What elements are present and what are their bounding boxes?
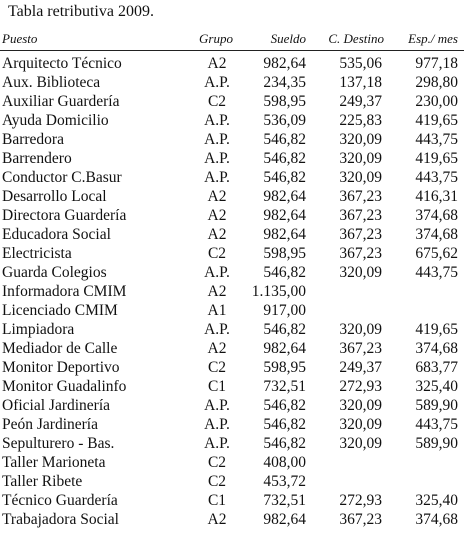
cell-grupo: A.P. — [204, 416, 230, 433]
cell-grupo: A1 — [207, 302, 227, 319]
table-row — [0, 149, 464, 168]
cell-esp: 977,18 — [415, 55, 458, 72]
cell-sueldo: 982,64 — [263, 188, 306, 205]
cell-destino: 320,09 — [339, 435, 382, 452]
cell-grupo: C2 — [207, 245, 227, 262]
cell-sueldo: 982,64 — [263, 340, 306, 357]
cell-grupo: A.P. — [204, 112, 230, 129]
cell-destino: 320,09 — [339, 416, 382, 433]
table-caption: Tabla retributiva 2009. — [8, 3, 154, 20]
cell-puesto: Barredora — [2, 131, 64, 148]
cell-puesto: Taller Ribete — [2, 473, 83, 490]
table-row — [0, 73, 464, 92]
table-row — [0, 339, 464, 358]
table-row — [0, 434, 464, 453]
cell-puesto: Peón Jardinería — [2, 416, 98, 433]
table-row — [0, 168, 464, 187]
cell-sueldo: 732,51 — [263, 378, 306, 395]
cell-puesto: Licenciado CMIM — [2, 302, 118, 319]
cell-sueldo: 234,35 — [263, 74, 306, 91]
table-row — [0, 358, 464, 377]
cell-destino: 367,23 — [339, 511, 382, 528]
cell-grupo: A.P. — [204, 435, 230, 452]
cell-destino: 272,93 — [339, 492, 382, 509]
cell-esp: 419,65 — [415, 112, 458, 129]
cell-esp: 443,75 — [415, 416, 458, 433]
cell-destino: 367,23 — [339, 207, 382, 224]
cell-esp: 683,77 — [415, 359, 458, 376]
cell-destino: 225,83 — [339, 112, 382, 129]
table-row — [0, 130, 464, 149]
cell-destino: 320,09 — [339, 150, 382, 167]
cell-destino: 137,18 — [339, 74, 382, 91]
cell-esp: 589,90 — [415, 435, 458, 452]
cell-grupo: A2 — [207, 511, 227, 528]
cell-puesto: Auxiliar Guardería — [2, 93, 120, 110]
cell-grupo: A.P. — [204, 74, 230, 91]
cell-esp: 374,68 — [415, 207, 458, 224]
table-row — [0, 263, 464, 282]
cell-sueldo: 536,09 — [263, 112, 306, 129]
cell-esp: 416,31 — [415, 188, 458, 205]
cell-sueldo: 982,64 — [263, 226, 306, 243]
table-header-row — [0, 28, 464, 51]
table-row — [0, 301, 464, 320]
cell-puesto: Mediador de Calle — [2, 340, 118, 357]
cell-destino: 272,93 — [339, 378, 382, 395]
cell-puesto: Ayuda Domicilio — [2, 112, 109, 129]
table-row — [0, 187, 464, 206]
cell-puesto: Monitor Guadalinfo — [2, 378, 127, 395]
cell-sueldo: 546,82 — [263, 131, 306, 148]
cell-grupo: A2 — [207, 340, 227, 357]
table-row — [0, 453, 464, 472]
cell-destino: 320,09 — [339, 321, 382, 338]
cell-destino: 249,37 — [339, 359, 382, 376]
cell-sueldo: 546,82 — [263, 169, 306, 186]
header-esp: Esp./ mes — [408, 31, 458, 46]
cell-sueldo: 546,82 — [263, 397, 306, 414]
cell-grupo: A.P. — [204, 169, 230, 186]
cell-puesto: Directora Guardería — [2, 207, 127, 224]
cell-destino: 367,23 — [339, 245, 382, 262]
header-sueldo: Sueldo — [270, 31, 306, 46]
cell-grupo: C1 — [207, 492, 227, 509]
cell-esp: 374,68 — [415, 511, 458, 528]
cell-puesto: Informadora CMIM — [2, 283, 127, 300]
cell-esp: 325,40 — [415, 492, 458, 509]
table-row — [0, 415, 464, 434]
cell-grupo: A2 — [207, 226, 227, 243]
cell-esp: 443,75 — [415, 169, 458, 186]
table-row — [0, 111, 464, 130]
cell-puesto: Taller Marioneta — [2, 454, 106, 471]
cell-grupo: C2 — [207, 93, 227, 110]
cell-esp: 443,75 — [415, 264, 458, 281]
cell-sueldo: 598,95 — [263, 359, 306, 376]
cell-destino: 320,09 — [339, 397, 382, 414]
table-row — [0, 92, 464, 111]
cell-puesto: Arquitecto Técnico — [2, 55, 122, 72]
cell-sueldo: 546,82 — [263, 264, 306, 281]
cell-puesto: Limpiadora — [2, 321, 75, 338]
cell-puesto: Desarrollo Local — [2, 188, 107, 205]
cell-grupo: A.P. — [204, 131, 230, 148]
header-destino: C. Destino — [328, 31, 384, 46]
cell-puesto: Aux. Biblioteca — [2, 74, 101, 91]
cell-puesto: Trabajadora Social — [2, 511, 119, 528]
cell-grupo: A2 — [207, 188, 227, 205]
cell-puesto: Barrendero — [2, 150, 72, 167]
cell-destino: 249,37 — [339, 93, 382, 110]
cell-destino: 367,23 — [339, 340, 382, 357]
cell-grupo: A2 — [207, 55, 227, 72]
cell-esp: 325,40 — [415, 378, 458, 395]
cell-esp: 419,65 — [415, 150, 458, 167]
cell-esp: 589,90 — [415, 397, 458, 414]
cell-grupo: C2 — [207, 359, 227, 376]
cell-grupo: C2 — [207, 454, 227, 471]
header-puesto: Puesto — [2, 31, 38, 46]
cell-grupo: A2 — [207, 283, 227, 300]
cell-puesto: Educadora Social — [2, 226, 111, 243]
cell-sueldo: 598,95 — [263, 93, 306, 110]
cell-sueldo: 546,82 — [263, 416, 306, 433]
cell-sueldo: 408,00 — [263, 454, 306, 471]
cell-puesto: Electricista — [2, 245, 72, 262]
cell-grupo: C2 — [207, 473, 227, 490]
cell-puesto: Conductor C.Basur — [2, 169, 122, 186]
cell-destino: 535,06 — [339, 55, 382, 72]
cell-destino: 367,23 — [339, 188, 382, 205]
cell-grupo: A.P. — [204, 397, 230, 414]
cell-esp: 230,00 — [415, 93, 458, 110]
cell-sueldo: 546,82 — [263, 321, 306, 338]
table-row — [0, 282, 464, 301]
table-row — [0, 244, 464, 263]
table-row — [0, 491, 464, 510]
table-row — [0, 510, 464, 529]
cell-esp: 419,65 — [415, 321, 458, 338]
cell-esp: 443,75 — [415, 131, 458, 148]
cell-puesto: Monitor Deportivo — [2, 359, 120, 376]
cell-puesto: Oficial Jardinería — [2, 397, 111, 414]
cell-esp: 298,80 — [415, 74, 458, 91]
cell-sueldo: 982,64 — [263, 511, 306, 528]
cell-esp: 675,62 — [415, 245, 458, 262]
cell-destino: 320,09 — [339, 131, 382, 148]
cell-sueldo: 732,51 — [263, 492, 306, 509]
cell-sueldo: 982,64 — [263, 207, 306, 224]
cell-sueldo: 453,72 — [263, 473, 306, 490]
salary-table — [0, 28, 464, 529]
table-row — [0, 54, 464, 73]
table-row — [0, 396, 464, 415]
cell-sueldo: 546,82 — [263, 150, 306, 167]
cell-grupo: A2 — [207, 207, 227, 224]
table-row — [0, 472, 464, 491]
table-row — [0, 225, 464, 244]
header-grupo: Grupo — [199, 31, 233, 46]
cell-puesto: Técnico Guardería — [2, 492, 118, 509]
cell-destino: 320,09 — [339, 169, 382, 186]
cell-sueldo: 598,95 — [263, 245, 306, 262]
table-body — [0, 54, 464, 529]
cell-esp: 374,68 — [415, 340, 458, 357]
cell-sueldo: 1.135,00 — [251, 283, 306, 300]
cell-grupo: A.P. — [204, 150, 230, 167]
table-row — [0, 377, 464, 396]
cell-sueldo: 917,00 — [263, 302, 306, 319]
table-row — [0, 320, 464, 339]
cell-destino: 367,23 — [339, 226, 382, 243]
cell-sueldo: 982,64 — [263, 55, 306, 72]
cell-puesto: Sepulturero - Bas. — [2, 435, 115, 452]
cell-grupo: A.P. — [204, 264, 230, 281]
cell-puesto: Guarda Colegios — [2, 264, 107, 281]
cell-grupo: A.P. — [204, 321, 230, 338]
cell-sueldo: 546,82 — [263, 435, 306, 452]
cell-grupo: C1 — [207, 378, 227, 395]
cell-esp: 374,68 — [415, 226, 458, 243]
table-row — [0, 206, 464, 225]
cell-destino: 320,09 — [339, 264, 382, 281]
